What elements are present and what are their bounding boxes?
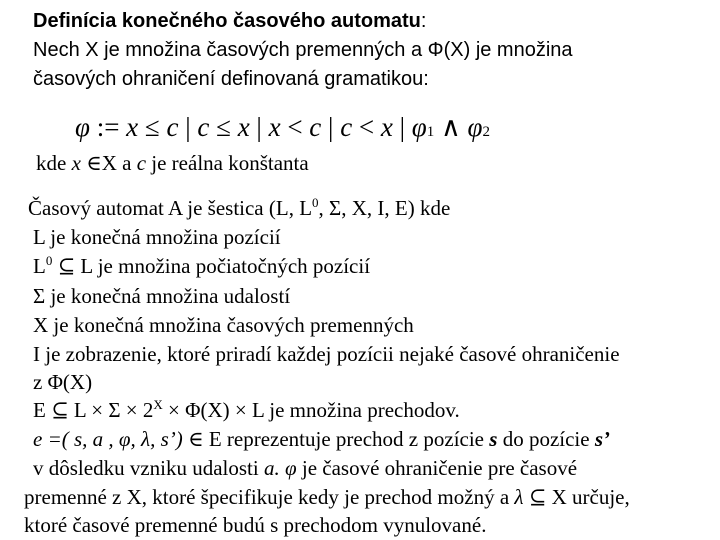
- where-x: x: [71, 151, 81, 175]
- def-X: X je konečná množina časových premenných: [33, 313, 414, 337]
- title-colon: :: [420, 10, 427, 32]
- def-I-2: z Φ(X): [33, 370, 93, 394]
- formula-x: x: [237, 112, 250, 142]
- def-v-1: [33, 456, 577, 480]
- formula-x: x: [126, 112, 139, 142]
- def-v-2: [24, 485, 630, 509]
- formula-bar: |: [178, 112, 198, 142]
- formula-lt: <: [352, 112, 381, 142]
- formula-sub-2: 2: [482, 124, 490, 140]
- formula-x: x: [380, 112, 393, 142]
- automaton-intro: [28, 196, 450, 220]
- formula-c: c: [166, 112, 179, 142]
- def-L0-a: L: [33, 254, 46, 278]
- e-tuple: e =( s, a , φ, λ, s’): [33, 427, 183, 451]
- formula-sub-1: 1: [426, 124, 435, 140]
- e-rest-a: ∈ E reprezentuje prechod z pozície: [182, 427, 490, 451]
- formula-le: ≤: [209, 112, 238, 142]
- formula-bar: |: [321, 112, 341, 142]
- where-line: [36, 151, 309, 175]
- intro-line-3: časových ohraničení definovaná gramatikou:: [33, 68, 429, 90]
- def-e: [33, 427, 610, 451]
- def-L0-b: ⊆ L je množina počiatočných pozícií: [52, 254, 371, 278]
- v1-a: v dôsledku vzniku udalosti: [33, 456, 264, 480]
- formula-assign: :=: [89, 112, 127, 142]
- e-s: s: [489, 427, 498, 451]
- where-c: c: [136, 151, 147, 175]
- formula-c: c: [309, 112, 322, 142]
- formula-bar: |: [392, 112, 412, 142]
- v2-a: premenné z X, ktoré špecifikuje kedy je prechod možný a: [24, 485, 515, 509]
- automaton-intro-a: Časový automat A je šestica (L, L: [28, 196, 313, 220]
- definition-title-line: [33, 9, 426, 33]
- formula-le: ≤: [138, 112, 167, 142]
- automaton-intro-b: , Σ, X, I, E) kde: [318, 196, 451, 220]
- formula-bar: |: [249, 112, 269, 142]
- def-v-3: ktoré časové premenné budú s prechodom vynulované.: [24, 513, 487, 537]
- formula-phi-1: φ: [411, 112, 427, 142]
- formula-lt: <: [280, 112, 310, 142]
- formula-phi: φ: [75, 112, 90, 142]
- formula-phi-2: φ: [467, 112, 483, 142]
- v2-b: ⊆ X určuje,: [523, 485, 630, 509]
- where-rest: je reálna konštanta: [146, 151, 309, 175]
- v1-b: je časové ohraničenie pre časové: [296, 456, 578, 480]
- v2-lambda: λ: [514, 485, 524, 509]
- def-I-1: I je zobrazenie, ktoré priradí každej pozícii nejaké časové ohraničenie: [33, 342, 620, 366]
- formula-c: c: [340, 112, 353, 142]
- def-E: [33, 398, 460, 422]
- intro-line-2: Nech X je množina časových premenných a Φ(X) je množina: [33, 39, 573, 61]
- grammar-formula: [75, 112, 490, 147]
- e-rest-b: do pozície: [497, 427, 595, 451]
- v1-a-sym: a.: [263, 456, 280, 480]
- e-s2: s’: [594, 427, 610, 451]
- def-E-a: E ⊆ L × Σ × 2: [33, 398, 154, 422]
- definition-title: Definícia konečného časového automatu: [33, 10, 421, 32]
- where-mid: X a: [101, 151, 137, 175]
- formula-x: x: [268, 112, 281, 142]
- def-L: L je konečná množina pozícií: [33, 225, 281, 249]
- def-E-b: × Φ(X) × L je množina prechodov.: [162, 398, 460, 422]
- v1-phi: φ: [284, 456, 297, 480]
- where-prefix: kde: [36, 151, 72, 175]
- def-L0-sup: 0: [45, 253, 53, 268]
- def-sigma: Σ je konečná množina udalostí: [33, 284, 291, 308]
- formula-c: c: [197, 112, 210, 142]
- def-E-sup: X: [153, 397, 163, 412]
- formula-and: ∧: [434, 112, 468, 142]
- intro-sup: 0: [312, 195, 319, 210]
- where-in: ∈: [80, 151, 102, 175]
- def-L0: [33, 254, 370, 278]
